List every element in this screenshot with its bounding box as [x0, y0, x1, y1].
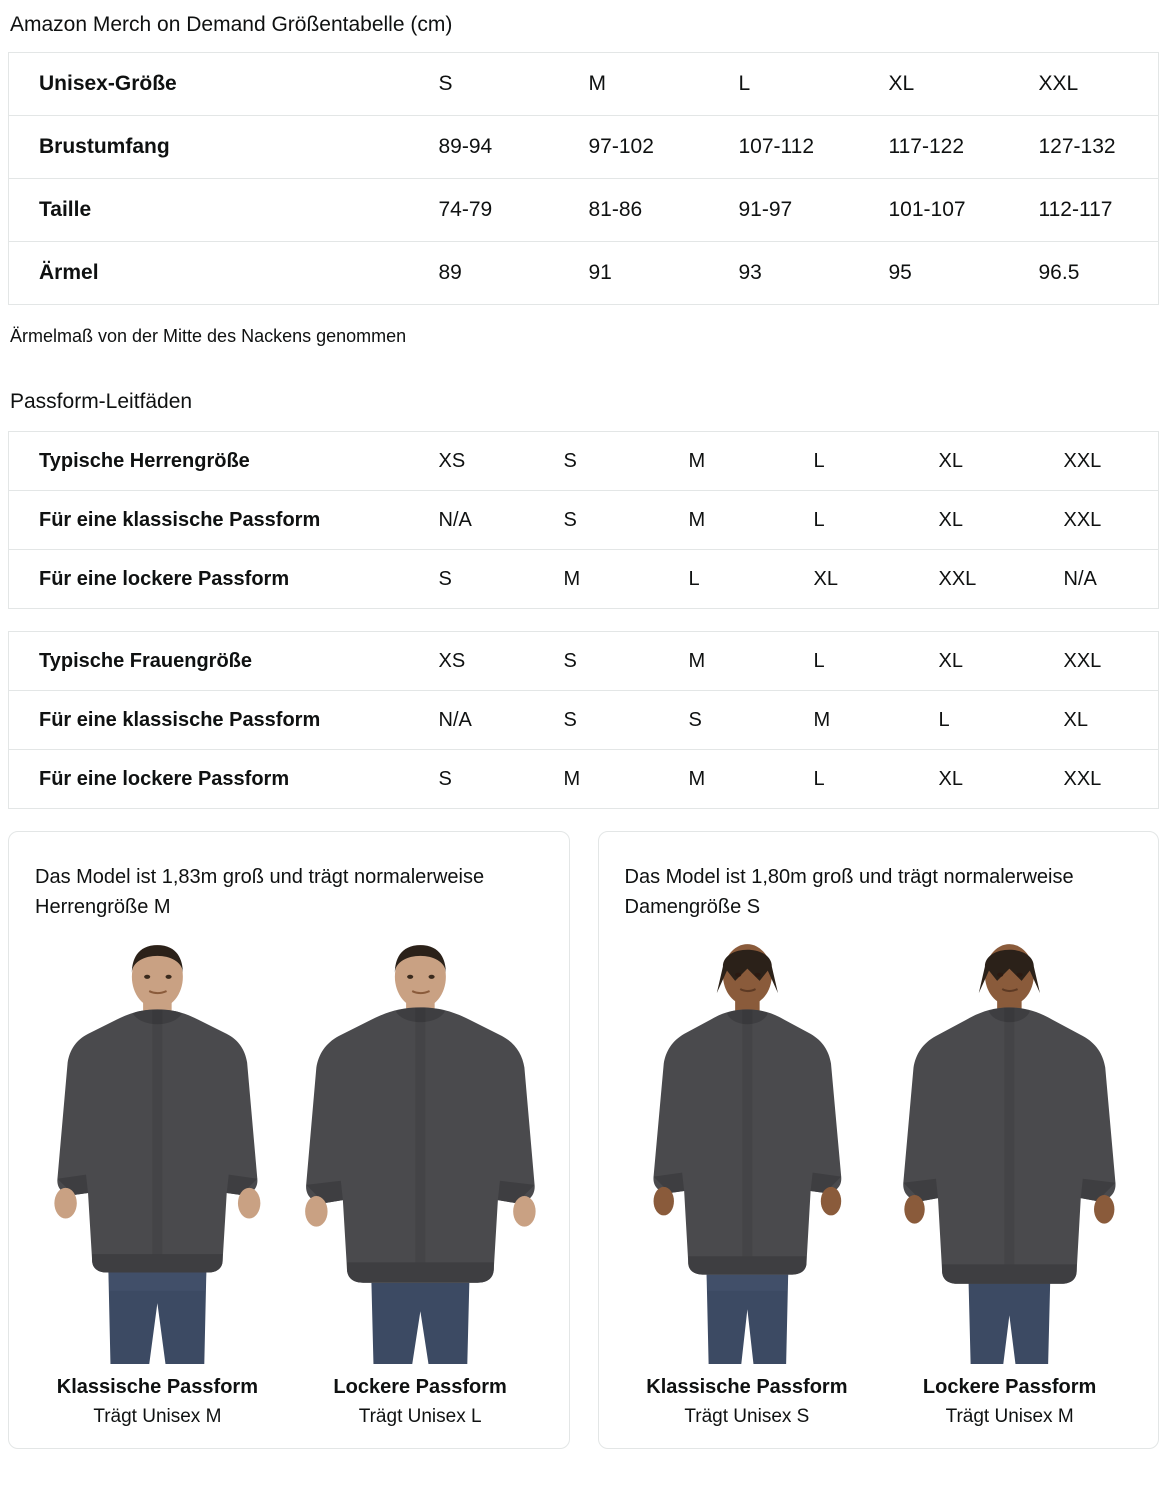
row-label: Ärmel	[39, 261, 99, 284]
table-row	[9, 750, 1159, 809]
table-row	[9, 691, 1159, 750]
cell: XXL	[1034, 632, 1159, 691]
model-cards	[8, 831, 1159, 1449]
cell: XL	[1034, 691, 1159, 750]
cell: L	[784, 632, 909, 691]
figure-sublabel: Trägt Unisex M	[93, 1406, 222, 1428]
row-label: Taille	[9, 179, 409, 242]
table-row	[9, 242, 1159, 305]
fit-guides-label: Passform-Leitfäden	[10, 390, 193, 413]
cell: 96.5	[1038, 261, 1080, 284]
cell: XXL	[938, 568, 977, 590]
table-row	[9, 53, 1159, 116]
female-classic-fit-illustration	[625, 936, 870, 1364]
cell: XL	[938, 768, 963, 790]
cell: N/A	[409, 691, 534, 750]
figure-sublabel: Trägt Unisex S	[684, 1406, 810, 1428]
cell: 91	[588, 261, 612, 284]
cell: L	[784, 491, 909, 550]
cell: N/A	[1063, 568, 1097, 590]
unisex-size-table	[8, 52, 1159, 305]
cell: N/A	[409, 491, 534, 550]
cell: M	[688, 768, 706, 790]
cell: XL	[909, 491, 1034, 550]
cell: L	[784, 432, 909, 491]
male-classic-fit-illustration	[35, 936, 280, 1364]
cell: S	[534, 491, 659, 550]
cell: L	[909, 691, 1034, 750]
figure-label: Klassische Passform	[56, 1376, 258, 1399]
cell: M	[659, 432, 784, 491]
cell: M	[784, 691, 909, 750]
table-row	[9, 632, 1159, 691]
male-relaxed-fit-illustration	[298, 936, 543, 1364]
cell: 97-102	[559, 116, 709, 179]
row-label: Typische Herrengröße	[9, 432, 409, 491]
cell: 127-132	[1009, 116, 1159, 179]
row-label: Brustumfang	[9, 116, 409, 179]
figure-sublabel: Trägt Unisex L	[358, 1406, 482, 1428]
cell: XS	[409, 432, 534, 491]
male-relaxed-fit-figure	[298, 936, 543, 1430]
womens-fit-table	[8, 631, 1159, 809]
sleeve-measure-note: Ärmelmaß von der Mitte des Nackens genommen	[10, 326, 407, 346]
table-row	[9, 116, 1159, 179]
cell: 81-86	[559, 179, 709, 242]
cell: S	[409, 53, 559, 116]
row-label: Unisex-Größe	[9, 53, 409, 116]
cell: XL	[859, 53, 1009, 116]
cell: M	[563, 768, 581, 790]
figure-label: Klassische Passform	[646, 1376, 848, 1399]
cell: XXL	[1034, 491, 1159, 550]
figure-label: Lockere Passform	[922, 1376, 1097, 1399]
male-model-caption: Das Model ist 1,83m groß und trägt normalerweise Herrengröße M	[35, 866, 485, 918]
cell: S	[534, 632, 659, 691]
cell: 93	[738, 261, 762, 284]
figure-sublabel: Trägt Unisex M	[945, 1406, 1074, 1428]
male-figures	[35, 936, 543, 1430]
cell: S	[438, 768, 452, 790]
cell: 74-79	[409, 179, 559, 242]
cell: L	[688, 568, 700, 590]
page-title: Amazon Merch on Demand Größentabelle (cm)	[10, 13, 453, 36]
cell: 101-107	[859, 179, 1009, 242]
mens-fit-table	[8, 431, 1159, 609]
cell: 91-97	[709, 179, 859, 242]
female-relaxed-fit-figure	[887, 936, 1132, 1430]
cell: S	[534, 691, 659, 750]
cell: XXL	[1009, 53, 1159, 116]
cell: M	[659, 491, 784, 550]
cell: XS	[409, 632, 534, 691]
row-label: Für eine klassische Passform	[9, 691, 409, 750]
table-row	[9, 550, 1159, 609]
male-model-card	[8, 831, 570, 1449]
cell: M	[659, 632, 784, 691]
cell: S	[438, 568, 452, 590]
female-model-card	[598, 831, 1160, 1449]
cell: XXL	[1034, 432, 1159, 491]
female-classic-fit-figure	[625, 936, 870, 1430]
table-row	[9, 491, 1159, 550]
cell: XL	[909, 632, 1034, 691]
row-label: Für eine klassische Passform	[9, 491, 409, 550]
female-model-caption: Das Model ist 1,80m groß und trägt normalerweise Damengröße S	[624, 866, 1074, 918]
cell: 89-94	[409, 116, 559, 179]
cell: 107-112	[709, 116, 859, 179]
row-label: Für eine lockere Passform	[39, 768, 290, 790]
cell: M	[559, 53, 709, 116]
cell: S	[534, 432, 659, 491]
cell: L	[813, 768, 825, 790]
male-classic-fit-figure	[35, 936, 280, 1430]
cell: 117-122	[859, 116, 1009, 179]
female-figures	[625, 936, 1133, 1430]
row-label: Typische Frauengröße	[9, 632, 409, 691]
cell: XL	[909, 432, 1034, 491]
table-row	[9, 432, 1159, 491]
cell: L	[709, 53, 859, 116]
female-relaxed-fit-illustration	[887, 936, 1132, 1364]
cell: XL	[813, 568, 838, 590]
row-label: Für eine lockere Passform	[39, 568, 290, 590]
cell: 89	[438, 261, 462, 284]
cell: 112-117	[1009, 179, 1159, 242]
table-row	[9, 179, 1159, 242]
cell: XXL	[1063, 768, 1102, 790]
figure-label: Lockere Passform	[333, 1376, 507, 1399]
cell: M	[563, 568, 581, 590]
cell: S	[659, 691, 784, 750]
cell: 95	[888, 261, 912, 284]
